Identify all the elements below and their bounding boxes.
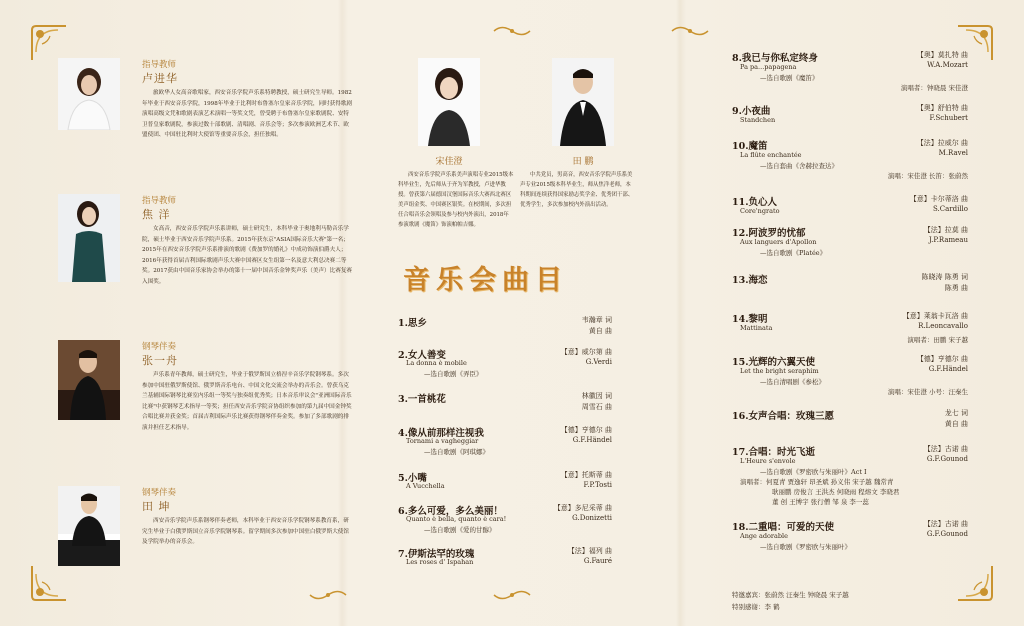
program-item (732, 225, 968, 271)
teacher-photo (58, 486, 120, 566)
composer-credit: 【法】古诺 曲 (923, 445, 968, 453)
program-item-subtitle: —选自歌剧《魔笛》 (760, 74, 819, 82)
composer-credit-latin: 黄自 曲 (588, 327, 612, 335)
teacher-role: 钢琴伴奏 (142, 342, 177, 352)
program-item-title: 5.小嘴 (398, 473, 427, 484)
program-item-subtitle: Pa pa...papagena (740, 63, 797, 71)
composer-credit-latin: 周雪石 曲 (581, 403, 612, 411)
program-item (398, 347, 612, 387)
composer-credit-latin: G.Donizetti (572, 514, 612, 522)
composer-credit: 【奥】舒伯特 曲 (916, 104, 968, 112)
performers: 演唱者：田鹏 宋子越 (907, 336, 968, 344)
program-item-title: 1.思乡 (398, 318, 427, 329)
singer-bio: 西安音乐学院声乐系美声演唱专业2015级本科毕业生，先后师从于齐为军教授，卢进华教授。曾获第六届德国汉堡国际音乐大赛西北赛区美声组金奖、中国赛区银奖。在校期间，多次担任合唱音乐会领唱及参与校内外演出，2018年参演歌剧《魔笛》饰演帕帕吉娜。 (398, 172, 514, 228)
program-item-subtitle: Standchen (740, 116, 776, 124)
teacher-photo (58, 58, 120, 130)
teacher-profile (58, 58, 353, 188)
program-item-subtitle: La donna è mobile (406, 359, 467, 367)
composer-credit: 韦瀚章 词 (581, 316, 612, 324)
singer-photo (418, 58, 480, 146)
singer-name: 宋佳澄 (435, 157, 463, 167)
composer-credit-latin: J.P.Rameau (928, 236, 968, 244)
program-item-subtitle: —选自歌剧《爱的甘醇》 (424, 526, 496, 534)
composer-credit-latin: 陈勇 曲 (944, 284, 968, 292)
program-item-title: 7.伊斯法罕的玫瑰 (398, 549, 475, 560)
composer-credit-latin: G.F.Händel (572, 436, 612, 444)
performers: 董 创 王博宇 张行僧 邹 泉 李一蕊 (772, 498, 869, 506)
program-item-subtitle: Tornami a vagheggiar (406, 437, 479, 445)
composer-credit: 陈晓涛 陈勇 词 (921, 273, 968, 281)
composer-credit-latin: G.F.Gounod (926, 455, 968, 463)
singer-photo (552, 58, 614, 146)
composer-credit: 【德】亨德尔 曲 (560, 426, 612, 434)
composer-credit: 【法】福列 曲 (567, 547, 612, 555)
special-guest: 特邀嘉宾：张蔚然 汪秦生 钟晓晨 宋子越 (732, 591, 849, 599)
program-item-title: 8.我已与你私定终身 (732, 53, 818, 64)
special-thanks: 特别感谢：李 鹤 (732, 603, 780, 611)
program-item-title: 9.小夜曲 (732, 106, 771, 117)
program-item-title: 11.负心人 (732, 197, 778, 208)
program-item (732, 354, 968, 400)
teacher-name: 焦 洋 (142, 208, 171, 221)
program-item-title: 13.海恋 (732, 275, 768, 286)
teacher-role: 钢琴伴奏 (142, 488, 177, 498)
program-item (732, 138, 968, 184)
program-item-title: 12.阿波罗的忧郁 (732, 228, 806, 239)
teacher-bio: 西安音乐学院声乐系钢琴伴奏老师，本科毕业于西安音乐学院钢琴系教育系，研究生毕业于白俄罗斯国立音乐学院钢琴系。留学期间多次参加中国驻白俄罗斯大使馆及学院举办的音乐会。 (142, 518, 349, 546)
program-item (398, 546, 612, 586)
program-item-subtitle: La flûte enchantée (740, 151, 802, 159)
program-item-subtitle: —选自清唱剧《参松》 (760, 378, 825, 386)
program-item-title: 10.魔笛 (732, 141, 768, 152)
program-item-subtitle: —选自歌剧《阿琪娜》 (424, 448, 489, 456)
teacher-photo (58, 194, 120, 282)
program-item-title: 2.女人善变 (398, 350, 446, 361)
program-item-title: 6.多么可爱，多么美丽！ (398, 506, 503, 517)
composer-credit-latin: M.Ravel (938, 149, 968, 157)
program-item-subtitle: —选自歌剧《Platée》 (760, 249, 827, 257)
program-item (398, 425, 612, 465)
teacher-bio: 女高音，西安音乐学院声乐系讲师，硕士研究生，本科毕业于奥地利马勒音乐学院，硕士毕业于西安音乐学院声乐系。2015年获东京"ASIA国际音乐大赛"第一名；2015年在西安音乐学院声乐系排演的歌剧《费加罗的婚礼》中成功饰演伯爵夫人；2016年获得首届吉利国际歌剧声乐大赛中国赛区女生组第一名及意大利总决赛二等奖。2017获由中国音乐家协会举办的第十一届中国音乐金钟奖声乐（美声）比赛复赛入围奖。 (142, 226, 353, 285)
program-item-title: 14.黎明 (732, 314, 768, 325)
composer-credit-latin: F.P.Tosti (583, 481, 612, 489)
teacher-name: 卢进华 (142, 72, 178, 85)
composer-credit-latin: F.Schubert (929, 114, 968, 122)
program-item-subtitle: Aux languers d'Apollon (740, 238, 817, 246)
program-item-title: 18.二重唱：可爱的天使 (732, 522, 835, 533)
program-item-subtitle: —选自套曲《舍赫拉查达》 (760, 162, 838, 170)
program-item (732, 50, 968, 96)
composer-credit: 【意】威尔第 曲 (560, 348, 612, 356)
program-item-subtitle: —选自歌剧《罗密欧与朱丽叶》Act Ⅰ (760, 468, 867, 476)
composer-credit: 林徽因 词 (581, 392, 612, 400)
performers: 演唱：宋佳澄 小号：汪秦生 (887, 388, 968, 396)
program-item-subtitle: Ange adorable (740, 532, 788, 540)
program-item (398, 503, 612, 543)
program-item (732, 444, 968, 506)
composer-credit: 龙七 词 (944, 409, 968, 417)
program-item-subtitle: Mattinata (740, 324, 773, 332)
teacher-profile (58, 194, 353, 334)
composer-credit: 【德】亨德尔 曲 (916, 355, 968, 363)
program-item-title: 4.像从前那样注视我 (398, 428, 484, 439)
singer-bio: 中共党员，男高音，西安音乐学院声乐系美声专业2015级本科毕业生，师从焦洋老师，本科期间连续获得国家励志奖学金、优秀团干部、优秀学生，多次参加校内外演出活动。 (520, 172, 634, 208)
program-item-title: 16.女声合唱：玫瑰三愿 (732, 411, 835, 422)
composer-credit: 【法】古诺 曲 (923, 520, 968, 528)
composer-credit-latin: G.F.Händel (928, 365, 968, 373)
teacher-name: 田 坤 (142, 500, 171, 513)
program-item-subtitle: —选自歌剧《弄臣》 (424, 370, 483, 378)
composer-credit: 【法】拉威尔 曲 (916, 139, 968, 147)
composer-credit-latin: W.A.Mozart (927, 61, 968, 69)
scroll-ornament-icon (308, 588, 348, 602)
teacher-bio: 声乐系青年教师，硕士研究生，毕业于俄罗斯国立格涅辛音乐学院钢琴系。多次参加中国驻俄罗斯使馆、俄罗斯音乐电台、中国文化交流会举办的音乐会。曾获乌克兰基辅国际钢琴比赛室内乐组一等奖与独奏组优秀奖；日本音乐审议会"亚洲国际音乐比赛"中获钢琴艺术指导一等奖；担任西安音乐学院音协组织参加的第九届中国金钟奖合唱比赛并获金奖；首届吉利国际声乐比赛获得钢琴伴奏金奖。参加了多部歌剧的排演并担任艺术指导。 (142, 372, 352, 431)
scroll-ornament-icon (492, 24, 532, 38)
program-item-subtitle: Let the bright seraphim (740, 367, 819, 375)
teacher-role: 指导教师 (142, 196, 177, 206)
singer-name: 田 鹏 (572, 157, 594, 167)
performers: 演唱者：何夏青 贾逸轩 昂圣斌 孙义伟 宋子越 魏常青 (740, 478, 894, 486)
scroll-ornament-icon (670, 24, 710, 38)
program-item-subtitle: Quanto è bella, quanto è cara! (406, 515, 507, 523)
performers: 耿丽鹏 房俊言 王洪杰 何晓雨 程熔文 李晓君 (772, 488, 900, 496)
composer-credit: 【奥】莫扎特 曲 (916, 51, 968, 59)
program-item (732, 519, 968, 565)
program-item-title: 3.一首桃花 (398, 394, 446, 405)
composer-credit-latin: S.Cardillo (932, 205, 968, 213)
program-item-subtitle: —选自歌剧《罗密欧与朱丽叶》 (760, 543, 851, 551)
program-title: 音乐会曲目 (403, 265, 568, 296)
composer-credit: 【意】莱翁卡瓦洛 曲 (902, 312, 968, 320)
composer-credit-latin: R.Leoncavallo (918, 322, 968, 330)
program-item (732, 311, 968, 357)
teacher-bio: 旅欧华人女高音歌唱家，西安音乐学院声乐系特聘教授，硕士研究生导师。1982年毕业于西安音乐学院，1998年毕业于比利时布鲁塞尔皇家音乐学院，同时获得歌剧演唱高级文凭和歌剧表演艺术演唱一等奖文凭，曾受聘于布鲁塞尔皇家歌剧院、安特卫普皇家歌剧院，参演过数十部歌剧、清唱剧、音乐会等；多次参演欧洲艺术节、欧盟使团、中国驻比利时大使馆等重要音乐会，担任独唱。 (142, 90, 353, 139)
composer-credit: 【意】多尼采蒂 曲 (553, 504, 612, 512)
composer-credit: 【意】卡尔蒂洛 曲 (909, 195, 968, 203)
teacher-photo (58, 340, 120, 420)
composer-credit-latin: G.Fauré (583, 557, 612, 565)
program-item-subtitle: A Vucchella (406, 482, 445, 490)
teacher-profile (58, 486, 349, 576)
program-item-subtitle: Les roses d' Ispahan (406, 558, 474, 566)
corner-ornament-icon (954, 562, 996, 604)
teacher-role: 指导教师 (142, 60, 177, 70)
program-item-title: 17.合唱：时光飞逝 (732, 447, 816, 458)
program-item-title: 15.光辉的六翼天使 (732, 357, 816, 368)
composer-credit-latin: G.Verdi (585, 358, 612, 366)
teacher-name: 张一舟 (142, 354, 178, 367)
performers: 演唱：宋佳澄 长笛：张蔚然 (887, 172, 968, 180)
program-item-subtitle: L'Heure s'envole (740, 457, 796, 465)
composer-credit: 【意】托斯蒂 曲 (560, 471, 612, 479)
scroll-ornament-icon (492, 588, 532, 602)
performers: 演唱者：钟晓晨 宋佳澄 (900, 84, 968, 92)
teacher-profile (58, 340, 352, 475)
composer-credit: 【法】拉莫 曲 (923, 226, 968, 234)
program-item-subtitle: Core'ngrato (740, 207, 780, 215)
composer-credit-latin: G.F.Gounod (926, 530, 968, 538)
composer-credit-latin: 黄自 曲 (944, 420, 968, 428)
